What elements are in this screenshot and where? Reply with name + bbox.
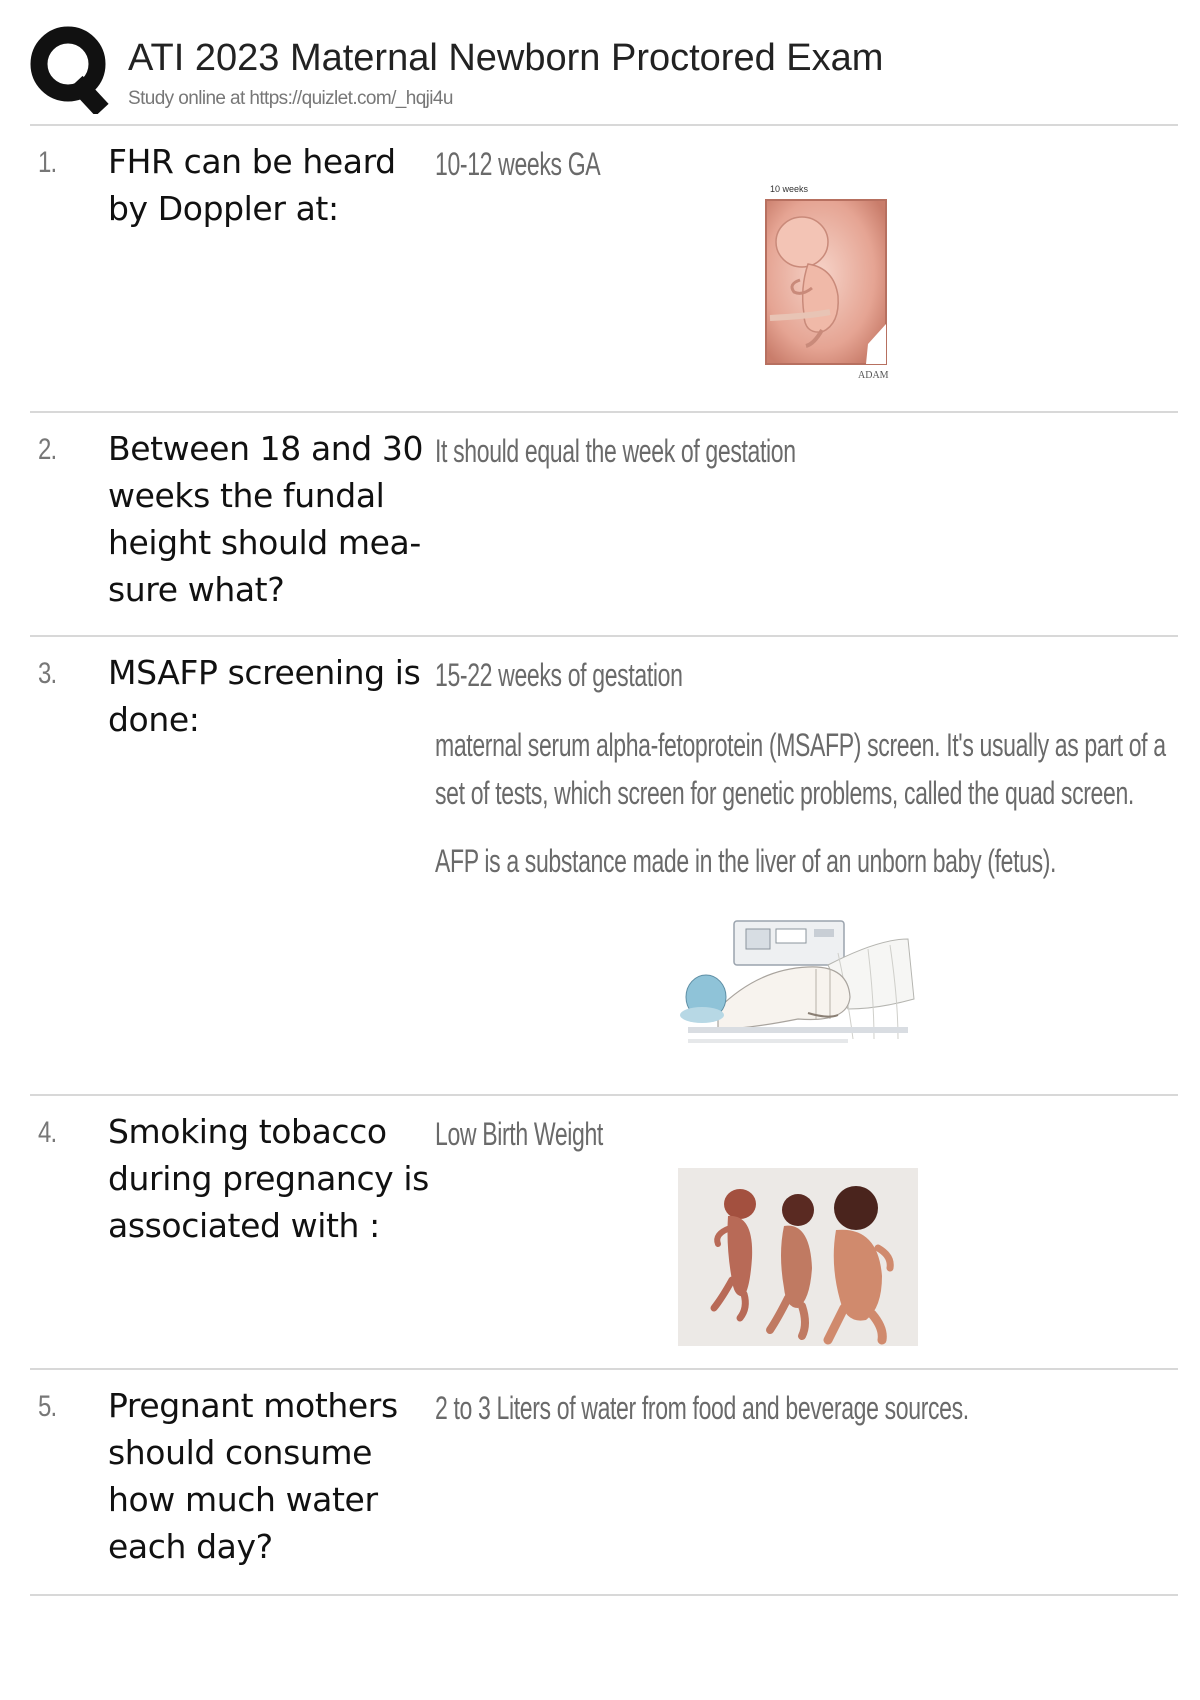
flashcard-3: [30, 637, 1178, 1096]
pregnant-patient-monitor-illustration-icon: [678, 909, 918, 1069]
definition-text: It should equal the week of gestation: [435, 433, 796, 469]
study-online-link[interactable]: Study online at https://quizlet.com/_hqji4u: [128, 88, 453, 109]
card-definition: [435, 1390, 1195, 1426]
definition-text: 2 to 3 Liters of water from food and beverage sources.: [435, 1390, 969, 1426]
page-header: [0, 0, 1200, 124]
card-term: Between 18 and 30 weeks the fundal height should mea-sure what?: [108, 429, 424, 609]
flashcard-1: [30, 126, 1178, 413]
card-term: FHR can be heard by Doppler at:: [108, 142, 396, 228]
card-term: MSAFP screening is done:: [108, 653, 421, 739]
card-definition: [435, 146, 1195, 182]
newborns-photo-icon: [678, 1168, 918, 1346]
definition-text: maternal serum alpha-fetoprotein (MSAFP) screen. It's usually as part of a set of tests, which screen for genetic problems, called the quad screen.: [435, 727, 1166, 811]
flashcard-4: [30, 1096, 1178, 1370]
card-term: Pregnant mothers should consume how much water each day?: [108, 1386, 398, 1566]
card-definition: [435, 433, 1195, 469]
card-number: 1.: [38, 146, 57, 179]
image-credit: ADAM: [858, 370, 889, 381]
card-number: 2.: [38, 433, 57, 466]
definition-text: 10-12 weeks GA: [435, 146, 601, 182]
quizlet-logo-icon: [30, 22, 110, 114]
card-term: Smoking tobacco during pregnancy is associated with :: [108, 1112, 429, 1245]
image-caption: 10 weeks: [770, 184, 809, 194]
document-title: ATI 2023 Maternal Newborn Proctored Exam: [128, 37, 884, 79]
flashcard-2: [30, 413, 1178, 637]
card-number: 4.: [38, 1116, 57, 1149]
card-number: 3.: [38, 657, 57, 690]
card-definition: [435, 1116, 1195, 1152]
fetus-illustration-icon: [730, 184, 900, 384]
flashcard-5: [30, 1370, 1178, 1596]
definition-text: Low Birth Weight: [435, 1116, 603, 1152]
definition-text: 15-22 weeks of gestation: [435, 657, 683, 693]
card-definition: [435, 657, 1195, 879]
card-number: 5.: [38, 1390, 57, 1423]
card-divider: [30, 1594, 1178, 1596]
definition-text: AFP is a substance made in the liver of an unborn baby (fetus).: [435, 843, 1057, 879]
fetus-image: [730, 184, 900, 384]
